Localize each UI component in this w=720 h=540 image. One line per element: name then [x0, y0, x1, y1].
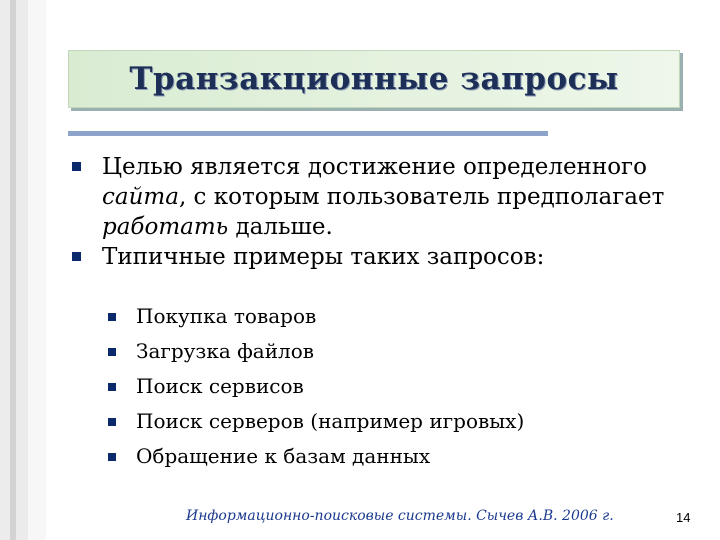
sub-bullet-text: Обращение к базам данных	[136, 444, 431, 468]
page-number: 14	[676, 510, 691, 525]
square-bullet-icon	[108, 453, 116, 461]
bullet-text-part: дальше.	[228, 214, 333, 240]
sub-bullet-item	[108, 369, 688, 404]
square-bullet-icon	[108, 383, 116, 391]
slide-title: Транзакционные запросы	[129, 61, 619, 97]
title-banner	[68, 50, 680, 108]
sub-bullet-item	[108, 299, 688, 334]
square-bullet-icon	[108, 348, 116, 356]
bullet-text-emphasis-site: сайта	[102, 184, 179, 210]
bullet-text-emphasis-work: работать	[102, 214, 229, 240]
square-bullet-icon	[72, 252, 81, 261]
square-bullet-icon	[108, 418, 116, 426]
bullet-text-part: Целью является достижение определенного	[102, 154, 647, 180]
square-bullet-icon	[108, 313, 116, 321]
sub-bullet-text: Поиск серверов (например игровых)	[136, 409, 525, 433]
sub-bullet-text: Поиск сервисов	[136, 374, 304, 398]
sub-bullet-text: Загрузка файлов	[136, 339, 315, 363]
sub-bullet-list	[108, 299, 688, 474]
bullet-text-part: , с которым пользователь предполагает	[178, 184, 665, 210]
decorative-side-stripes	[0, 0, 46, 540]
bullet-item-examples	[72, 242, 712, 272]
sub-bullet-item	[108, 439, 688, 474]
sub-bullet-item	[108, 404, 688, 439]
slide-footer: Информационно-поисковые системы. Сычев А.В. 2006 г.	[186, 508, 614, 524]
bullet-text: Типичные примеры таких запросов:	[102, 244, 545, 270]
main-bullet-list	[72, 152, 712, 272]
sub-bullet-item	[108, 334, 688, 369]
title-underline-rule	[68, 131, 548, 136]
bullet-item-goal	[72, 152, 712, 242]
sub-bullet-text: Покупка товаров	[136, 304, 317, 328]
square-bullet-icon	[72, 162, 81, 171]
